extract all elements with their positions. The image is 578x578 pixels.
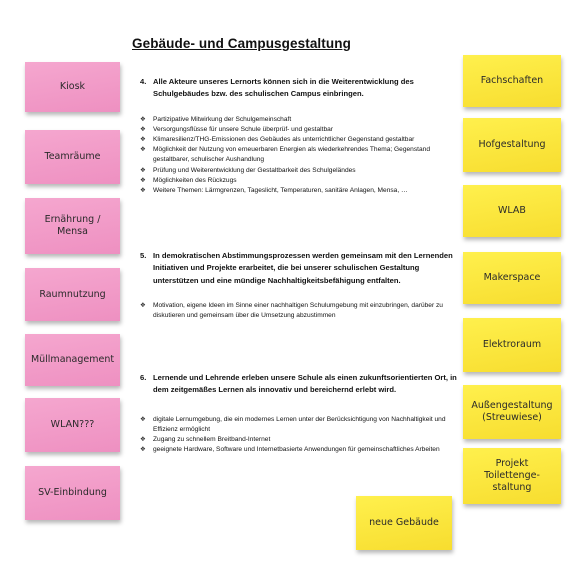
list-item: ❖ Weitere Themen: Lärmgrenzen, Tageslicht, Temperaturen, sanitäre Anlagen, Mensa, … [140, 186, 460, 196]
sticky-note-sv-einbindung: SV-Einbindung [25, 466, 120, 520]
section-heading-text: Alle Akteure unseres Lernorts können sich in die Weiterentwicklung des Schulgebäudes bzw. des schulischen Campus einbringen. [153, 77, 414, 99]
section-heading [140, 76, 460, 101]
page-title: Gebäude- und Campusgestaltung [132, 36, 351, 51]
bullet-icon: ❖ [140, 115, 146, 123]
list-item: ❖ Zugang zu schnellem Breitband-Internet [140, 435, 460, 445]
list-item: ❖ Möglichkeiten des Rückzugs [140, 176, 460, 186]
bullet-icon: ❖ [140, 446, 146, 454]
sticky-note-projekt-toilettengestaltung: Projekt Toilettenge-staltung [463, 448, 561, 504]
section-number: 6. [140, 373, 147, 382]
sticky-note-ernaehrung-mensa: Ernährung / Mensa [25, 198, 120, 254]
bullet-icon: ❖ [140, 415, 146, 423]
section-5 [140, 250, 460, 321]
sticky-note-teamraeume: Teamräume [25, 130, 120, 184]
list-item: ❖ Möglichkeit der Nutzung von erneuerbaren Energien als wiederkehrendes Thema; Gegenstand gestaltbarer, schulischer Aushandlung [140, 145, 460, 165]
bullet-icon: ❖ [140, 125, 146, 133]
bullet-icon: ❖ [140, 176, 146, 184]
list-item: ❖ digitale Lernumgebung, die ein modernes Lernen unter der Berücksichtigung von Nachhaltigkeit und Effizienz ermöglicht [140, 415, 460, 435]
sticky-note-fachschaften: Fachschaften [463, 55, 561, 107]
bullet-icon: ❖ [140, 187, 146, 195]
section-6 [140, 372, 460, 455]
bullet-icon: ❖ [140, 136, 146, 143]
list-item: ❖ Klimaresilienz/THG-Emissionen des Gebäudes als unterrichtlicher Gegenstand gestaltbar [140, 135, 460, 145]
bullet-icon: ❖ [140, 166, 146, 174]
sticky-note-wlab: WLAB [463, 185, 561, 237]
sticky-note-muellmanagement: Müllmanagement [25, 334, 120, 386]
bullet-list [140, 415, 460, 456]
list-item: ❖ Motivation, eigene Ideen im Sinne einer nachhaltigen Schulumgebung mit einzubringen, darüber zu diskutieren und gemeinsam über die Umsetzung abzustimmen [140, 301, 460, 321]
sticky-note-wlan: WLAN??? [25, 398, 120, 452]
section-number: 5. [140, 251, 147, 260]
section-heading [140, 250, 460, 287]
bullet-list [140, 115, 460, 197]
list-item: ❖ Versorgungsflüsse für unsere Schule überprüf- und gestaltbar [140, 125, 460, 135]
sticky-note-neue-gebaeude: neue Gebäude [356, 496, 452, 550]
list-item: ❖ Prüfung und Weiterentwicklung der Gestaltbarkeit des Schulgeländes [140, 166, 460, 176]
bullet-list [140, 301, 460, 321]
list-item: ❖ Partizipative Mitwirkung der Schulgemeinschaft [140, 115, 460, 125]
sticky-note-hofgestaltung: Hofgestaltung [463, 118, 561, 172]
sticky-note-raumnutzung: Raumnutzung [25, 268, 120, 321]
bullet-icon: ❖ [140, 436, 146, 443]
sticky-note-elektroraum: Elektroraum [463, 318, 561, 372]
sticky-note-makerspace: Makerspace [463, 252, 561, 304]
section-heading [140, 372, 460, 397]
sticky-note-aussengestaltung: Außengestaltung (Streuwiese) [463, 385, 561, 439]
section-heading-text: Lernende und Lehrende erleben unsere Schule als einen zukunftsorientierten Ort, in dem zeitgemäßes Lernen als innovativ und bereichernd erlebt wird. [153, 373, 457, 395]
bullet-icon: ❖ [140, 146, 146, 154]
list-item: ❖ geeignete Hardware, Software und Internetbasierte Anwendungen für gemeinschaftliches Arbeiten [140, 445, 460, 455]
bullet-icon: ❖ [140, 301, 146, 309]
section-number: 4. [140, 77, 147, 86]
section-4 [140, 76, 460, 196]
sticky-note-kiosk: Kiosk [25, 62, 120, 112]
section-heading-text: In demokratischen Abstimmungsprozessen werden gemeinsam mit den Lernenden Initiativen und Projekte erarbeitet, die bei unserer schulischen Gestaltung unterstützen und eine mündige Nachhaltigkeitsbefähigung entfalten. [153, 251, 453, 285]
